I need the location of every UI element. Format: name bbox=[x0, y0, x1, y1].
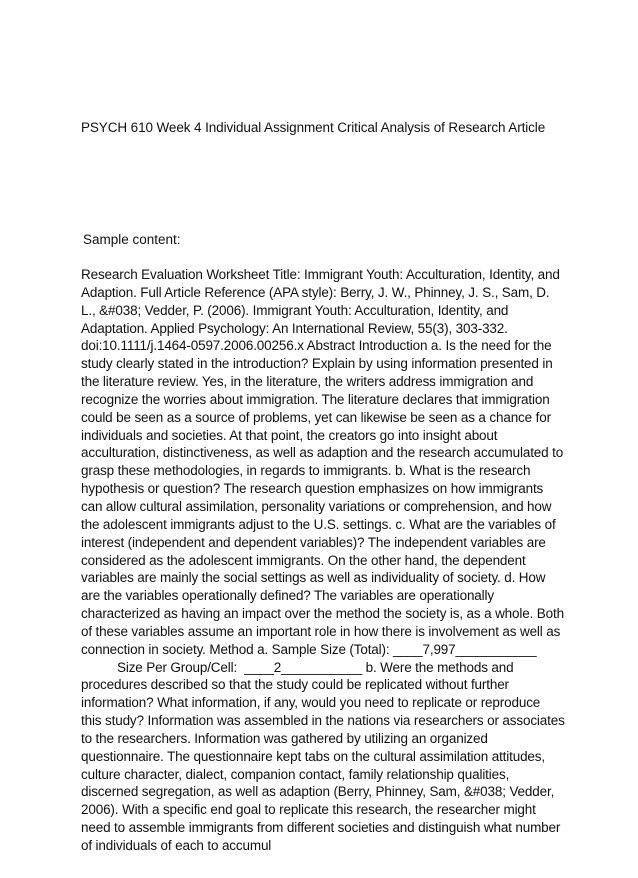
body-line: Research Evaluation Worksheet Title: Immigrant Youth: Acculturation, Identity, and bbox=[81, 267, 560, 282]
body-line: can allow cultural assimilation, personality variations or comprehension, and how bbox=[81, 498, 552, 514]
body-line: are the variables operationally defined? The variables are operationally bbox=[81, 588, 494, 604]
body-line: considered as the adolescent immigrants. On the other hand, the dependent bbox=[81, 552, 526, 568]
body-line: doi:10.1111/j.1464-0597.2006.00256.x Abstract Introduction a. Is the need for the bbox=[81, 338, 552, 354]
body-line: characterized as having an impact over the method the society is, as a whole. Both bbox=[81, 606, 564, 622]
body-line: grasp these methodologies, in regards to immigrants. b. What is the research bbox=[81, 463, 531, 479]
sample-content-label: Sample content: bbox=[83, 232, 181, 247]
body-line: variables are mainly the social settings as well as individuality of society. d. How bbox=[81, 570, 546, 586]
body-line: interest (independent and dependent variables)? The independent variables are bbox=[81, 534, 546, 550]
document-title: PSYCH 610 Week 4 Individual Assignment Critical Analysis of Research Article bbox=[81, 120, 546, 135]
body-line: Size Per Group/Cell: ____2___________ b. Were the methods and bbox=[81, 659, 514, 675]
body-line: discerned segregation, as well as adaption (Berry, Phinney, Sam, &#038; Vedder, bbox=[81, 784, 555, 800]
body-line: of individuals of each to accumul bbox=[81, 838, 272, 853]
body-line: this study? Information was assembled in the nations via researchers or associates bbox=[81, 713, 565, 729]
body-line: to the researchers. Information was gathered by utilizing an organized bbox=[81, 730, 488, 746]
body-line: of these variables assume an important role in how there is involvement as well as bbox=[81, 623, 561, 639]
body-line: acculturation, distinctiveness, as well as adaption and the research accumulated to bbox=[81, 445, 564, 461]
body-line: information? What information, if any, would you need to replicate or reproduce bbox=[81, 695, 541, 711]
body-line: Adaptation. Applied Psychology: An International Review, 55(3), 303-332. bbox=[81, 320, 508, 336]
body-line: connection in society. Method a. Sample Size (Total): ____7,997___________ bbox=[81, 641, 537, 657]
body-line: 2006). With a specific end goal to replicate this research, the researcher might bbox=[81, 802, 536, 818]
body-line: the literature review. Yes, in the literature, the writers address immigration and bbox=[81, 374, 534, 390]
body-line: could be seen as a source of problems, yet can likewise be seen as a chance for bbox=[81, 409, 551, 425]
body-line: culture character, dialect, companion contact, family relationship qualities, bbox=[81, 766, 510, 782]
body-line: Adaption. Full Article Reference (APA style): Berry, J. W., Phinney, J. S., Sam, D. bbox=[81, 284, 550, 300]
body-line: questionnaire. The questionnaire kept tabs on the cultural assimilation attitudes, bbox=[81, 748, 545, 764]
body-line: recognize the worries about immigration. The literature declares that immigration bbox=[81, 391, 550, 407]
body-line: individuals and societies. At that point, the creators go into insight about bbox=[81, 427, 498, 443]
body-line: procedures described so that the study could be replicated without further bbox=[81, 677, 509, 693]
document-body bbox=[81, 266, 581, 855]
body-line: L., &#038; Vedder, P. (2006). Immigrant Youth: Acculturation, Identity, and bbox=[81, 302, 509, 318]
body-line: hypothesis or question? The research question emphasizes on how immigrants bbox=[81, 481, 544, 497]
body-line: the adolescent immigrants adjust to the U.S. settings. c. What are the variables of bbox=[81, 516, 556, 532]
body-line: need to assemble immigrants from different societies and distinguish what number bbox=[81, 820, 561, 836]
body-line: study clearly stated in the introduction? Explain by using information presented in bbox=[81, 356, 553, 372]
